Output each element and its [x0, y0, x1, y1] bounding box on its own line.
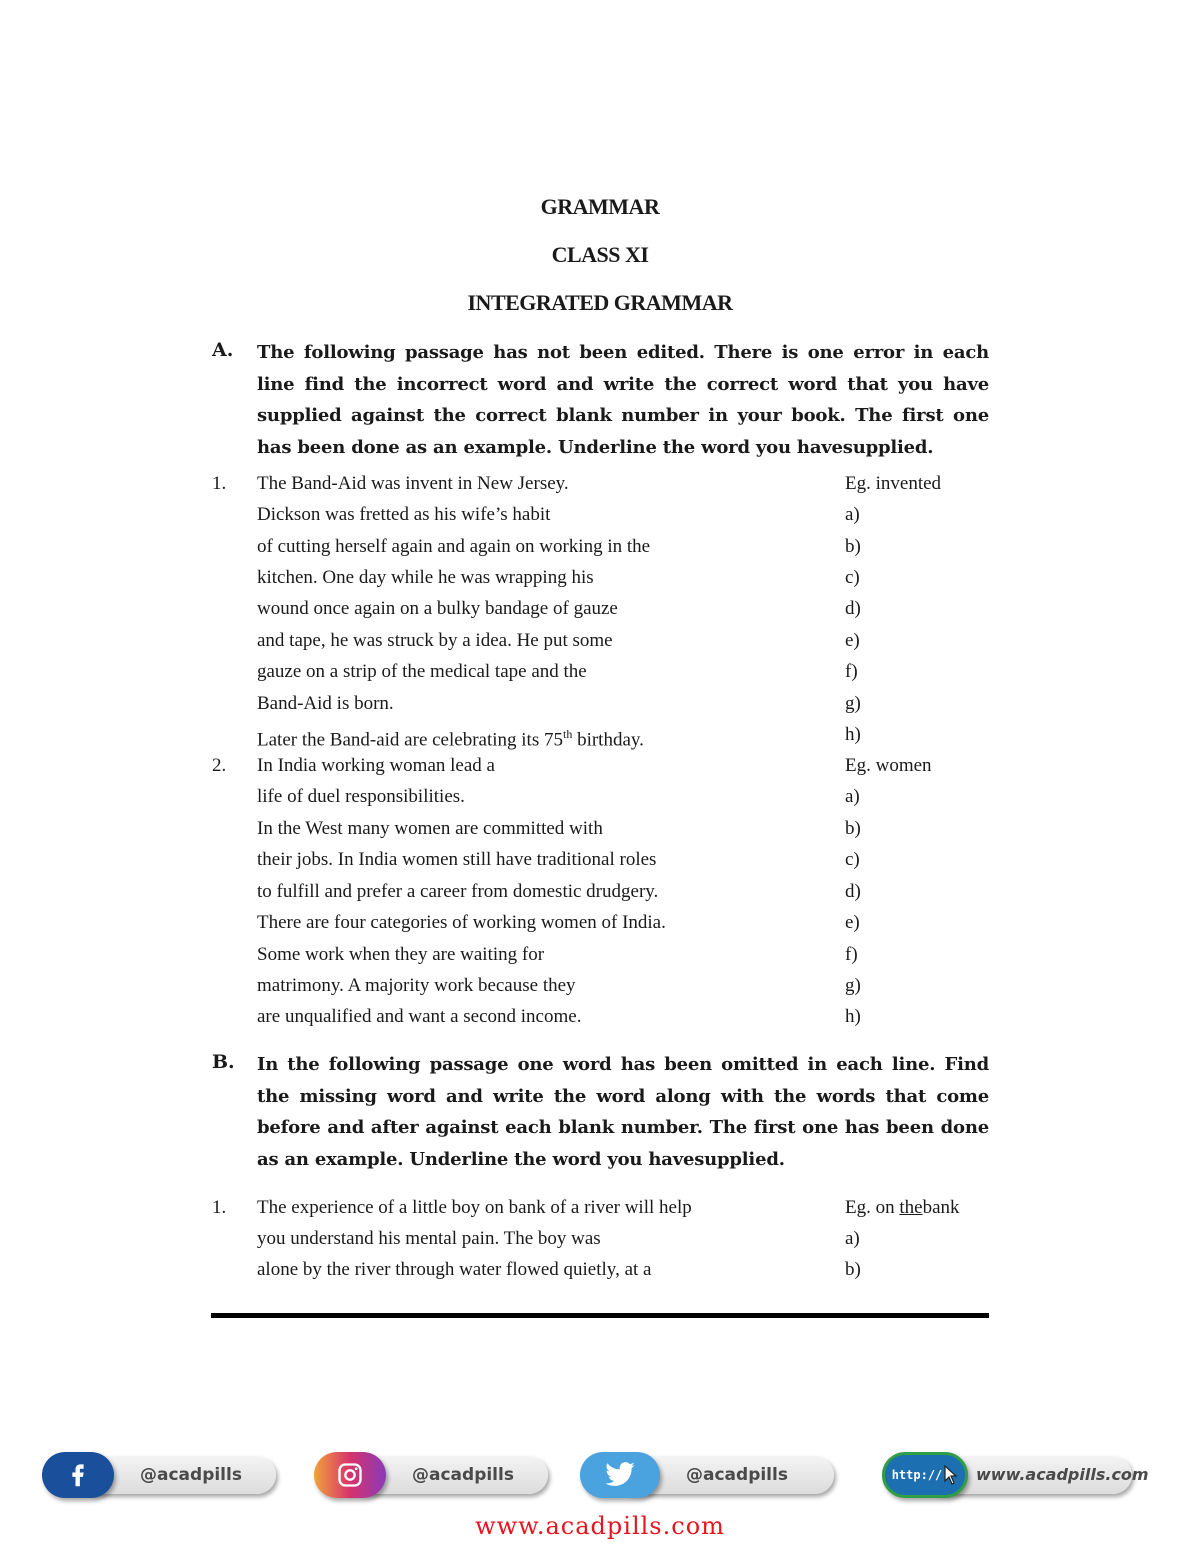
passage-line-start: Later the Band-aid are celebrating its 75	[257, 729, 563, 751]
passage-line: their jobs. In India women still have traditional roles	[257, 849, 657, 870]
website-icon-label: http://	[891, 1468, 943, 1482]
passage-line: you understand his mental pain. The boy was	[257, 1228, 601, 1249]
section-b-label: B.	[212, 1051, 235, 1073]
answer-blank: a)	[845, 504, 860, 525]
list-item	[212, 688, 992, 719]
passage-line: In India working woman lead a	[257, 755, 495, 776]
facebook-link[interactable]	[42, 1452, 278, 1498]
topic-heading: INTEGRATED GRAMMAR	[467, 290, 733, 315]
list-item	[212, 750, 992, 781]
answer-blank: e)	[845, 630, 860, 651]
answer-blank: d)	[845, 881, 861, 902]
passage-line: In the West many women are committed with	[257, 818, 603, 839]
passage-line: Dickson was fretted as his wife’s habit	[257, 504, 551, 525]
passage-line: Some work when they are waiting for	[257, 944, 545, 965]
answer-blank: c)	[845, 567, 860, 588]
list-item	[212, 499, 992, 530]
answer-blank: b)	[845, 1259, 861, 1280]
website-icon	[882, 1452, 968, 1498]
passage-line: matrimony. A majority work because they	[257, 975, 576, 996]
list-item	[212, 562, 992, 593]
answer-blank: e)	[845, 912, 860, 933]
website-handle: www.acadpills.com	[976, 1465, 1149, 1484]
answer-blank: Eg. women	[845, 755, 932, 776]
list-item	[212, 1254, 992, 1285]
passage-line: wound once again on a bulky bandage of gauze	[257, 598, 618, 619]
passage-line: of cutting herself again and again on working in the	[257, 536, 651, 557]
twitter-link[interactable]	[580, 1452, 836, 1498]
answer-blank: h)	[845, 1006, 861, 1027]
list-item	[212, 656, 992, 687]
passage-line: and tape, he was struck by a idea. He put some	[257, 630, 613, 651]
list-item	[212, 1223, 992, 1254]
section-a-label: A.	[212, 339, 234, 361]
facebook-handle: @acadpills	[140, 1465, 242, 1485]
answer-underlined-word: the	[899, 1197, 923, 1218]
list-item	[212, 719, 992, 750]
twitter-handle: @acadpills	[686, 1465, 788, 1485]
divider	[211, 1313, 989, 1318]
passage-line: alone by the river through water flowed quietly, at a	[257, 1259, 652, 1280]
list-item	[212, 1001, 992, 1032]
answer-blank: b)	[845, 818, 861, 839]
website-link[interactable]	[882, 1452, 1149, 1498]
list-item	[212, 593, 992, 624]
question-number: 1.	[212, 473, 227, 494]
class-heading: CLASS XI	[551, 242, 649, 267]
list-item	[212, 781, 992, 812]
twitter-icon	[580, 1452, 660, 1498]
passage-line: There are four categories of working women of India.	[257, 912, 666, 933]
passage-line: to fulfill and prefer a career from domestic drudgery.	[257, 881, 659, 902]
list-item	[212, 531, 992, 562]
passage-line: kitchen. One day while he was wrapping his	[257, 567, 594, 588]
list-item	[212, 844, 992, 875]
list-item	[212, 625, 992, 656]
answer-blank: b)	[845, 536, 861, 557]
ordinal-suffix: th	[562, 727, 573, 741]
answer-blank: a)	[845, 1228, 860, 1249]
instagram-icon	[314, 1452, 386, 1498]
list-item	[212, 876, 992, 907]
passage-line: life of duel responsibilities.	[257, 786, 465, 807]
facebook-icon	[42, 1452, 114, 1498]
question-number: 2.	[212, 755, 227, 776]
section-b-instruction: In the following passage one word has been omitted in each line. Find the missing word and write the word along with the words that come before and after against each blank number. The first one has been done as an example. Underline the word you havesupplied.	[257, 1054, 989, 1170]
passage-line: The Band-Aid was invent in New Jersey.	[257, 473, 569, 494]
passage-line: The experience of a little boy on bank of a river will help	[257, 1197, 692, 1218]
answer-blank: a)	[845, 786, 860, 807]
passage-line: are unqualified and want a second income.	[257, 1006, 582, 1027]
list-item	[212, 1192, 992, 1223]
answer-blank: d)	[845, 598, 861, 619]
answer-blank: g)	[845, 693, 861, 714]
list-item	[212, 970, 992, 1001]
footer-url[interactable]: www.acadpills.com	[475, 1512, 725, 1540]
instagram-link[interactable]	[314, 1452, 550, 1498]
section-a-instruction: The following passage has not been edited. There is one error in each line find the incorrect word and write the correct word that you have supplied against the correct blank number in your book. The first one has been done as an example. Underline the word you havesupplied.	[257, 342, 989, 458]
page-title: GRAMMAR	[540, 194, 660, 219]
list-item	[212, 939, 992, 970]
passage-line: gauze on a strip of the medical tape and the	[257, 661, 587, 682]
answer-blank: h)	[845, 724, 861, 745]
answer-example	[845, 1192, 960, 1223]
answer-blank: c)	[845, 849, 860, 870]
list-item	[212, 813, 992, 844]
answer-post: bank	[922, 1197, 960, 1218]
answer-pre: Eg. on	[845, 1197, 900, 1218]
answer-blank: f)	[845, 661, 858, 682]
passage-line-end: birthday.	[572, 729, 644, 751]
passage-line: Band-Aid is born.	[257, 693, 394, 714]
answer-blank: Eg. invented	[845, 473, 942, 494]
instagram-handle: @acadpills	[412, 1465, 514, 1485]
question-number: 1.	[212, 1197, 227, 1218]
list-item	[212, 907, 992, 938]
list-item	[212, 468, 992, 499]
answer-blank: g)	[845, 975, 861, 996]
answer-blank: f)	[845, 944, 858, 965]
